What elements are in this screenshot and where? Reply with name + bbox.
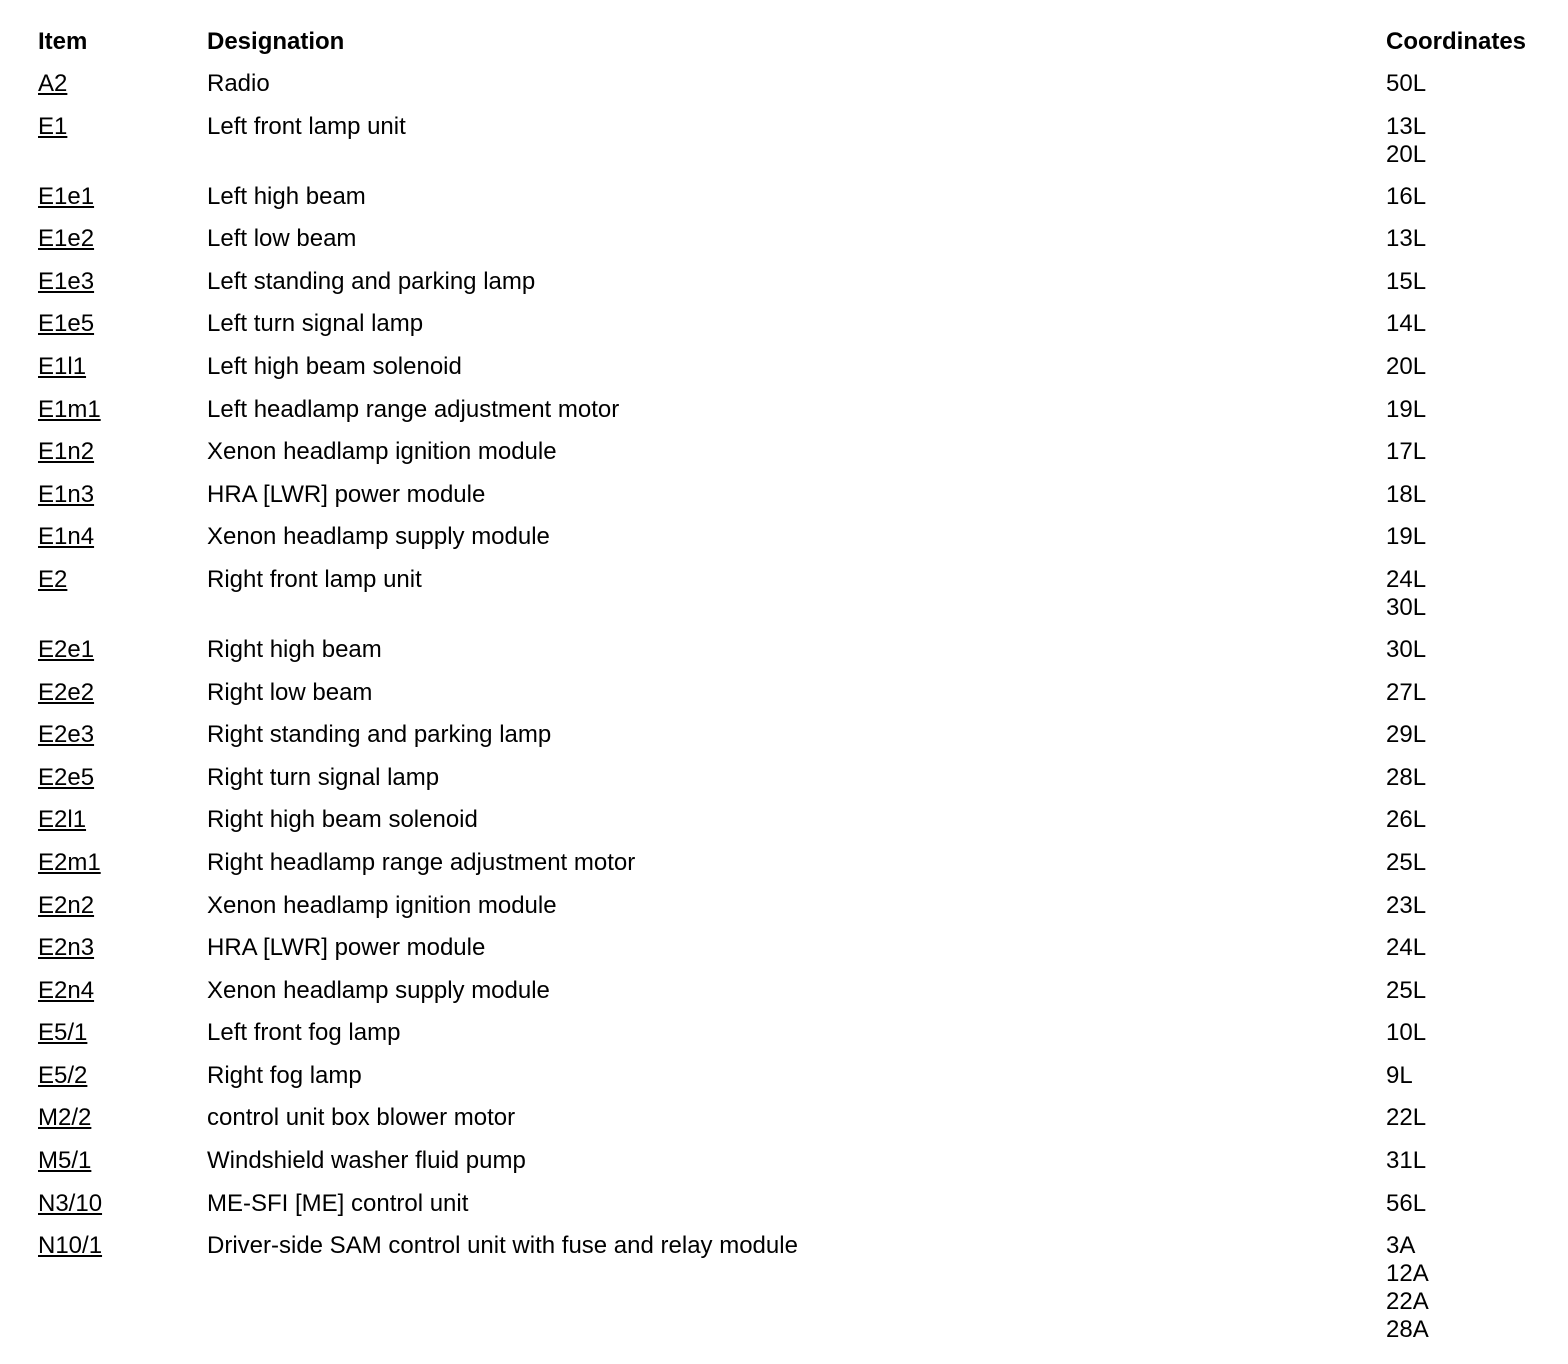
designation-cell: Left standing and parking lamp — [207, 267, 536, 295]
item-cell — [38, 481, 207, 524]
table-row — [38, 849, 1538, 892]
item-cell — [38, 849, 207, 892]
item-link[interactable]: E1m1 — [38, 395, 101, 423]
coordinate-value: 17L — [1386, 438, 1427, 466]
coordinates-cell — [1386, 225, 1538, 268]
coordinate-value: 19L — [1386, 395, 1427, 423]
designation-cell: Left low beam — [207, 225, 357, 253]
designation-cell: Xenon headlamp ignition module — [207, 891, 557, 919]
designation-cell: Xenon headlamp supply module — [207, 976, 550, 1004]
coordinate-value: 10L — [1386, 1019, 1427, 1047]
coordinate-value: 26L — [1386, 806, 1427, 834]
coordinate-value: 12A — [1386, 1260, 1429, 1288]
designation-cell: Driver-side SAM control unit with fuse and relay module — [207, 1232, 798, 1260]
table-row — [38, 438, 1538, 481]
coordinate-value: 20L — [1386, 352, 1427, 380]
item-cell — [38, 1104, 207, 1147]
coordinates-cell — [1386, 1190, 1538, 1233]
designation-cell: Left high beam — [207, 182, 366, 210]
item-cell — [38, 1190, 207, 1233]
item-link[interactable]: E2e3 — [38, 721, 95, 749]
table-row — [38, 721, 1538, 764]
designation-cell: ME-SFI [ME] control unit — [207, 1189, 469, 1217]
coordinates-cell — [1386, 1019, 1538, 1062]
coordinates-cell — [1386, 849, 1538, 892]
coordinate-value: 22A — [1386, 1288, 1429, 1316]
item-link[interactable]: E2 — [38, 565, 68, 593]
legend-body — [38, 70, 1538, 1358]
table-row — [38, 679, 1538, 722]
item-link[interactable]: A2 — [38, 70, 68, 97]
designation-cell: Right turn signal lamp — [207, 763, 440, 791]
designation-cell: Radio — [207, 70, 270, 97]
item-link[interactable]: M2/2 — [38, 1104, 92, 1132]
item-cell — [38, 1232, 207, 1358]
coordinates-cell — [1386, 764, 1538, 807]
item-cell — [38, 892, 207, 935]
coordinates-cell — [1386, 566, 1538, 636]
item-cell — [38, 268, 207, 311]
coordinates-cell — [1386, 268, 1538, 311]
item-cell — [38, 353, 207, 396]
designation-cell: HRA [LWR] power module — [207, 934, 486, 962]
item-cell — [38, 523, 207, 566]
header-row — [38, 28, 1538, 70]
item-cell — [38, 636, 207, 679]
coordinate-value: 28L — [1386, 763, 1427, 791]
item-link[interactable]: M5/1 — [38, 1147, 92, 1175]
header-coordinates: Coordinates — [1386, 28, 1527, 55]
item-cell — [38, 183, 207, 226]
coordinates-cell — [1386, 481, 1538, 524]
table-row — [38, 396, 1538, 439]
designation-cell: Left front lamp unit — [207, 112, 406, 140]
table-row — [38, 1190, 1538, 1233]
designation-cell: control unit box blower motor — [207, 1104, 516, 1132]
table-row — [38, 70, 1538, 113]
designation-cell: Xenon headlamp supply module — [207, 523, 550, 551]
coordinate-value: 30L — [1386, 593, 1427, 621]
coordinate-value: 3A — [1386, 1232, 1416, 1260]
coordinates-cell — [1386, 892, 1538, 935]
designation-cell: Right low beam — [207, 678, 373, 706]
designation-cell: Right front lamp unit — [207, 565, 422, 593]
table-row — [38, 1019, 1538, 1062]
table-row — [38, 183, 1538, 226]
table-row — [38, 977, 1538, 1020]
item-cell — [38, 1147, 207, 1190]
item-cell — [38, 977, 207, 1020]
item-cell — [38, 679, 207, 722]
coordinates-cell — [1386, 721, 1538, 764]
coordinates-cell — [1386, 1104, 1538, 1147]
coordinate-value: 56L — [1386, 1189, 1427, 1217]
item-link[interactable]: E2n4 — [38, 976, 95, 1004]
item-cell — [38, 70, 207, 113]
item-link[interactable]: E5/1 — [38, 1019, 88, 1047]
item-cell — [38, 806, 207, 849]
coordinates-cell — [1386, 353, 1538, 396]
table-row — [38, 113, 1538, 183]
table-row — [38, 1104, 1538, 1147]
item-link[interactable]: E2m1 — [38, 848, 101, 876]
designation-cell: Left high beam solenoid — [207, 352, 462, 380]
table-row — [38, 523, 1538, 566]
item-link[interactable]: E2e2 — [38, 678, 95, 706]
coordinate-value: 24L — [1386, 934, 1427, 962]
coordinate-value: 24L — [1386, 565, 1427, 593]
table-row — [38, 636, 1538, 679]
coordinates-cell — [1386, 806, 1538, 849]
coordinate-value: 19L — [1386, 523, 1427, 551]
coordinate-value: 14L — [1386, 310, 1427, 338]
table-row — [38, 353, 1538, 396]
designation-cell: Windshield washer fluid pump — [207, 1147, 526, 1175]
coordinates-cell — [1386, 1062, 1538, 1105]
item-cell — [38, 225, 207, 268]
coordinate-value: 9L — [1386, 1061, 1413, 1089]
coordinate-value: 50L — [1386, 70, 1427, 97]
coordinate-value: 23L — [1386, 891, 1427, 919]
coordinates-cell — [1386, 70, 1538, 113]
coordinate-value: 30L — [1386, 635, 1427, 663]
table-row — [38, 764, 1538, 807]
designation-cell: Right high beam — [207, 635, 382, 663]
item-cell — [38, 310, 207, 353]
table-row — [38, 566, 1538, 636]
table-row — [38, 225, 1538, 268]
item-cell — [38, 934, 207, 977]
designation-cell: HRA [LWR] power module — [207, 480, 486, 508]
item-link[interactable]: E1e2 — [38, 225, 95, 253]
coordinate-value: 27L — [1386, 678, 1427, 706]
coordinate-value: 25L — [1386, 848, 1427, 876]
coordinates-cell — [1386, 1232, 1538, 1358]
item-cell — [38, 721, 207, 764]
item-link[interactable]: E1e1 — [38, 182, 95, 210]
coordinate-value: 29L — [1386, 721, 1427, 749]
coordinates-cell — [1386, 523, 1538, 566]
item-link[interactable]: E1n2 — [38, 438, 95, 466]
coordinate-value: 16L — [1386, 182, 1427, 210]
coordinate-value: 20L — [1386, 140, 1427, 168]
coordinate-value: 25L — [1386, 976, 1427, 1004]
table-row — [38, 892, 1538, 935]
table-row — [38, 1232, 1538, 1358]
table-row — [38, 1062, 1538, 1105]
coordinates-cell — [1386, 396, 1538, 439]
item-cell — [38, 764, 207, 807]
designation-cell: Left turn signal lamp — [207, 310, 424, 338]
coordinates-cell — [1386, 310, 1538, 353]
coordinates-cell — [1386, 113, 1538, 183]
item-link[interactable]: E1e5 — [38, 310, 95, 338]
header-designation: Designation — [207, 28, 345, 55]
item-cell — [38, 113, 207, 183]
item-link[interactable]: E2e1 — [38, 635, 95, 663]
item-link[interactable]: N10/1 — [38, 1232, 103, 1260]
coordinates-cell — [1386, 183, 1538, 226]
table-row — [38, 1147, 1538, 1190]
legend-table — [38, 28, 1538, 1358]
item-cell — [38, 1062, 207, 1105]
coordinates-cell — [1386, 934, 1538, 977]
designation-cell: Left headlamp range adjustment motor — [207, 395, 620, 423]
coordinates-cell — [1386, 438, 1538, 481]
coordinate-value: 15L — [1386, 267, 1427, 295]
coordinates-cell — [1386, 977, 1538, 1020]
designation-cell: Xenon headlamp ignition module — [207, 438, 557, 466]
coordinate-value: 22L — [1386, 1104, 1427, 1132]
item-cell — [38, 438, 207, 481]
header-item: Item — [38, 28, 88, 55]
table-row — [38, 806, 1538, 849]
item-link[interactable]: E1l1 — [38, 352, 87, 380]
coordinate-value: 13L — [1386, 225, 1427, 253]
designation-cell: Left front fog lamp — [207, 1019, 401, 1047]
designation-cell: Right headlamp range adjustment motor — [207, 848, 636, 876]
coordinate-value: 31L — [1386, 1147, 1427, 1175]
item-link[interactable]: E2e5 — [38, 763, 95, 791]
coordinates-cell — [1386, 636, 1538, 679]
item-link[interactable]: E2l1 — [38, 806, 87, 834]
item-link[interactable]: E1 — [38, 112, 68, 140]
item-cell — [38, 1019, 207, 1062]
item-link[interactable]: E1e3 — [38, 267, 95, 295]
table-row — [38, 481, 1538, 524]
coordinates-cell — [1386, 679, 1538, 722]
item-link[interactable]: E2n3 — [38, 934, 95, 962]
item-link[interactable]: E1n3 — [38, 480, 95, 508]
coordinate-value: 13L — [1386, 112, 1427, 140]
designation-cell: Right high beam solenoid — [207, 806, 478, 834]
item-cell — [38, 396, 207, 439]
coordinate-value: 28A — [1386, 1316, 1429, 1344]
item-link[interactable]: E5/2 — [38, 1061, 88, 1089]
table-row — [38, 934, 1538, 977]
item-link[interactable]: E2n2 — [38, 891, 95, 919]
designation-cell: Right fog lamp — [207, 1061, 362, 1089]
item-link[interactable]: N3/10 — [38, 1189, 103, 1217]
item-cell — [38, 566, 207, 636]
designation-cell: Right standing and parking lamp — [207, 721, 552, 749]
item-link[interactable]: E1n4 — [38, 523, 95, 551]
table-row — [38, 310, 1538, 353]
coordinates-cell — [1386, 1147, 1538, 1190]
table-row — [38, 268, 1538, 311]
coordinate-value: 18L — [1386, 480, 1427, 508]
